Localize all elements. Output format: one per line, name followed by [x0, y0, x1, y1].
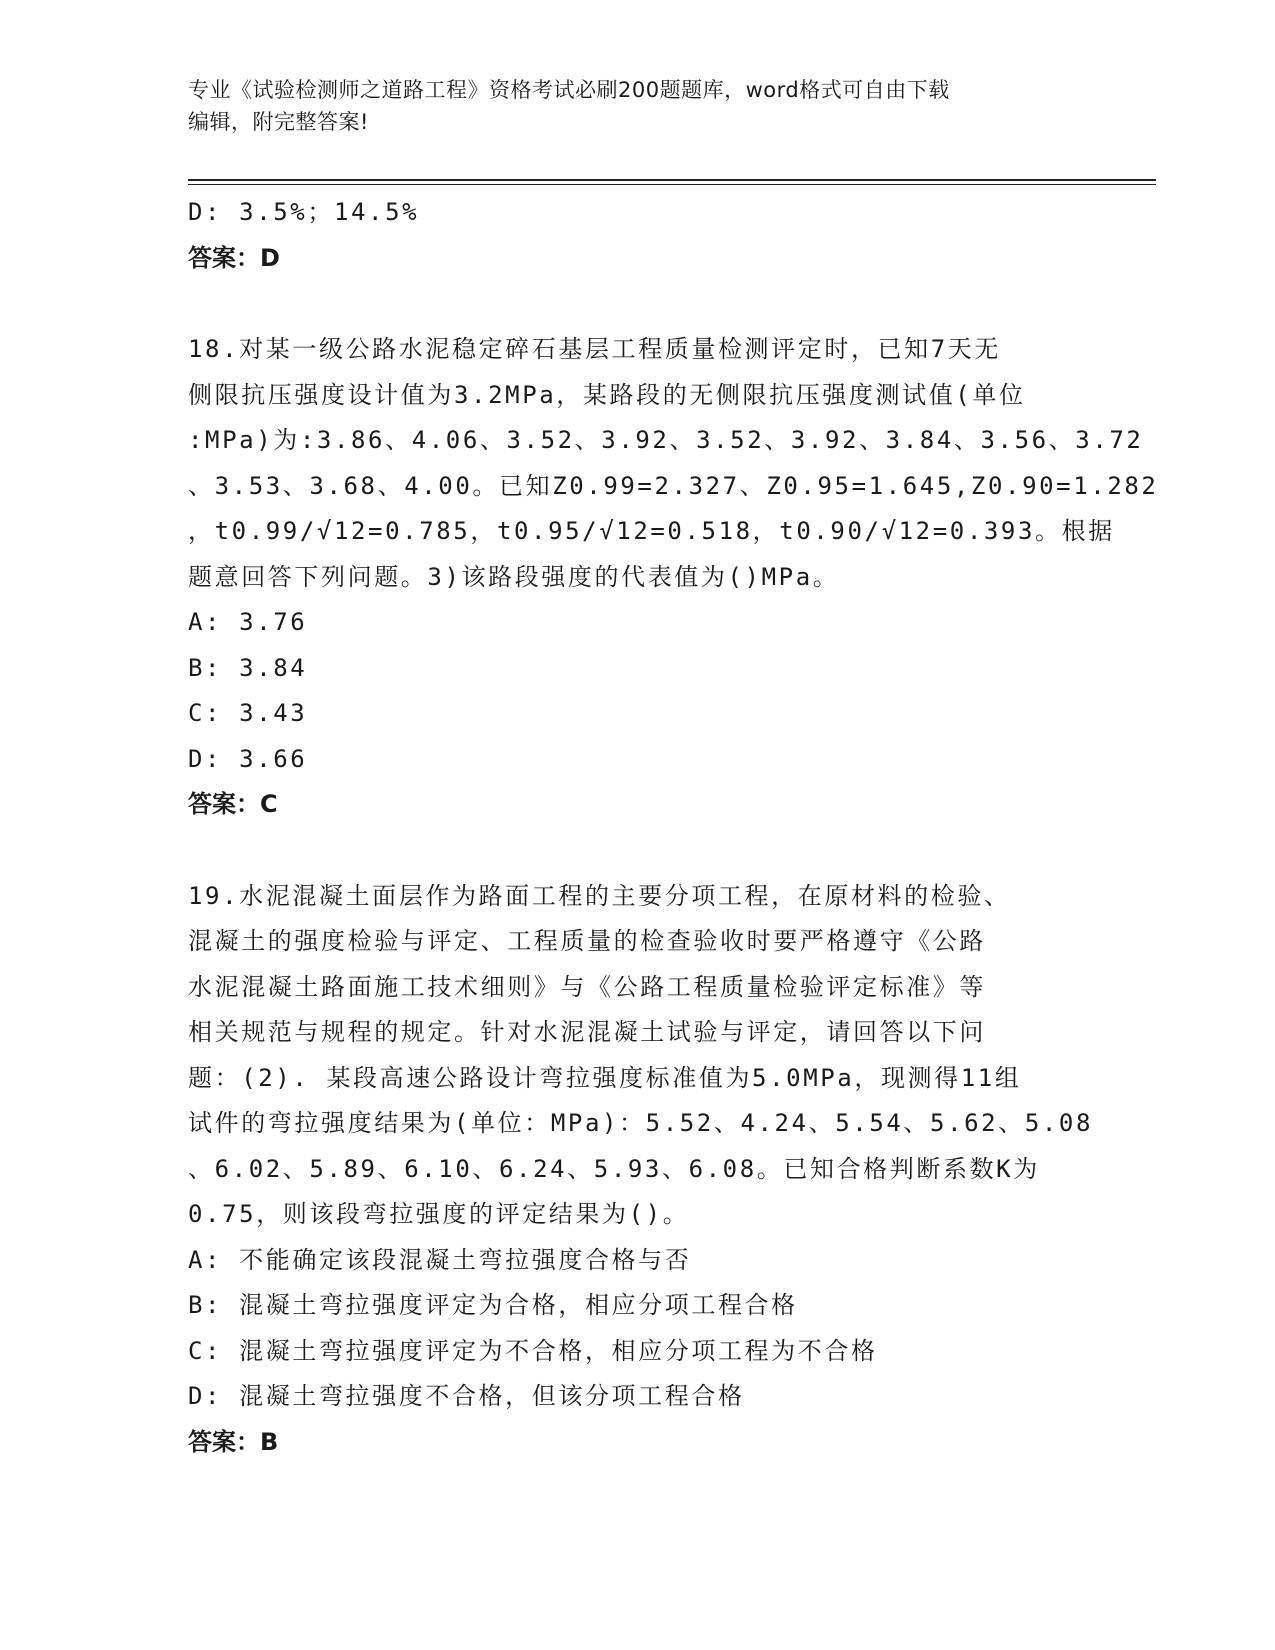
question-18	[188, 327, 1159, 828]
question-text-line: 试件的弯拉强度结果为(单位：MPa)：5.52、4.24、5.54、5.62、5.08	[188, 1109, 1094, 1137]
question-text-line: 18.对某一级公路水泥稳定碎石基层工程质量检测评定时，已知7天无	[188, 335, 1001, 363]
question-text-line: 题意回答下列问题。3)该路段强度的代表值为()MPa。	[188, 562, 840, 591]
question-text-line: 0.75，则该段弯拉强度的评定结果为()。	[188, 1200, 690, 1228]
question-19	[188, 874, 1094, 1466]
header-line-2: 编辑，附完整答案!	[188, 110, 369, 134]
option-b: B: 混凝土弯拉强度评定为合格，相应分项工程合格	[188, 1291, 798, 1319]
option-a: A: 不能确定该段混凝土弯拉强度合格与否	[188, 1245, 692, 1274]
question-text-line: ，t0.99/√12=0.785，t0.95/√12=0.518，t0.90/√12=0.393。根据	[188, 517, 1115, 545]
question-text-line: 19.水泥混凝土面层作为路面工程的主要分项工程，在原材料的检验、	[188, 881, 1011, 910]
answer-label: 答案：D	[188, 243, 280, 272]
question-text-line: 相关规范与规程的规定。针对水泥混凝土试验与评定，请回答以下问	[188, 1018, 986, 1046]
option-c: C: 3.43	[188, 699, 308, 727]
option-b: B: 3.84	[188, 653, 308, 682]
answer-label: 答案：C	[188, 790, 278, 818]
question-text-line: 题：(2). 某段高速公路设计弯拉强度标准值为5.0MPa，现测得11组	[188, 1063, 1022, 1092]
answer-label: 答案：B	[188, 1427, 279, 1456]
question-text-line: 水泥混凝土路面施工技术细则》与《公路工程质量检验评定标准》等	[188, 972, 986, 1001]
header-divider-thick	[188, 179, 1156, 181]
option-d: D: 混凝土弯拉强度不合格，但该分项工程合格	[188, 1382, 745, 1410]
question-text-line: 混凝土的强度检验与评定、工程质量的检查验收时要严格遵守《公路	[188, 927, 986, 955]
option-d: D: 3.5%；14.5%	[188, 198, 420, 226]
question-text-line: :MPa)为:3.86、4.06、3.52、3.92、3.52、3.92、3.84、3.56、3.72	[188, 426, 1144, 454]
header-divider-thin	[188, 184, 1156, 185]
header-line-1: 专业《试验检测师之道路工程》资格考试必刷200题题库，word格式可自由下载	[188, 78, 950, 102]
document-body	[188, 190, 1159, 1465]
option-a: A: 3.76	[188, 608, 308, 636]
question-text-line: 侧限抗压强度设计值为3.2MPa，某路段的无侧限抗压强度测试值(单位	[188, 380, 1026, 409]
question-text-line: 、6.02、5.89、6.10、6.24、5.93、6.08。已知合格判断系数K为	[188, 1154, 1040, 1183]
question-text-line: 、3.53、3.68、4.00。已知Z0.99=2.327、Z0.95=1.645,Z0.90=1.282	[188, 471, 1159, 500]
previous-question-tail	[188, 190, 1088, 281]
option-c: C: 混凝土弯拉强度评定为不合格，相应分项工程为不合格	[188, 1336, 878, 1365]
option-d: D: 3.66	[188, 744, 308, 773]
page-header	[188, 74, 1088, 138]
